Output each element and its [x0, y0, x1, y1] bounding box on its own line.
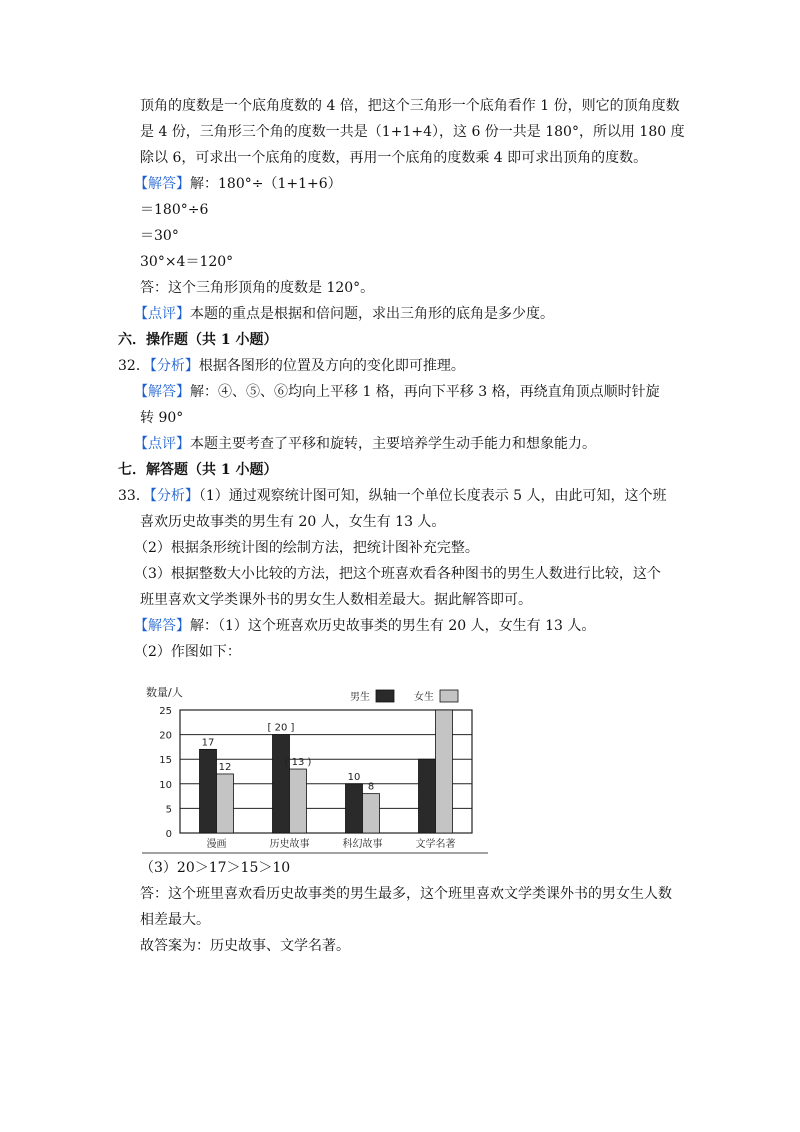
bar-data-label: [ 20 ]: [267, 722, 295, 734]
q31-answer-text: 解：180°÷（1+1+6）: [190, 176, 342, 192]
bar-data-label: 8: [367, 781, 375, 793]
q33-analysis-text: （1）通过观察统计图可知，纵轴一个单位长度表示 5 人，由此可知，这个班: [198, 488, 667, 504]
bar-boys: [200, 749, 217, 833]
q31-analysis-line1: 顶角的度数是一个底角度数的 4 倍，把这个三角形一个底角看作 1 份，则它的顶角度数: [140, 98, 680, 114]
q33-analysis-line4: （3）根据整数大小比较的方法，把这个班喜欢看各种图书的男生人数进行比较，这个: [134, 566, 661, 582]
q32-number: 32．: [118, 358, 150, 374]
x-tick-label: 漫画: [206, 839, 227, 850]
q32-answer-text: 解：④、⑤、⑥均向上平移 1 格，再向下平移 3 格，再绕直角顶点顺时针旋: [190, 384, 660, 400]
bar-data-label: 17: [201, 737, 215, 749]
y-axis-label: 数量/人: [146, 686, 183, 699]
bar-girls: [217, 774, 234, 833]
q31-analysis-line3: 除以 6，可求出一个底角的度数，再用一个底角的度数乘 4 即可求出顶角的度数。: [140, 150, 648, 166]
q33-answer-text: 解：（1）这个班喜欢历史故事类的男生有 20 人，女生有 13 人。: [190, 618, 596, 634]
legend-swatch: [376, 690, 394, 702]
q31-step3: 30°×4＝120°: [140, 254, 234, 270]
y-tick-label: 5: [165, 804, 172, 816]
q33-draw-note: （2）作图如下：: [134, 644, 241, 660]
bar-data-label: ( 13 ): [284, 757, 312, 769]
y-tick-label: 0: [165, 829, 172, 840]
bar-girls: [436, 710, 453, 833]
bar-boys: [419, 759, 436, 833]
x-tick-label: 科幻故事: [342, 839, 383, 850]
comment-tag: 【点评】: [134, 436, 190, 452]
bar-girls: [290, 769, 307, 833]
analysis-tag: 【分析】: [149, 358, 199, 374]
q31-analysis-line2: 是 4 份，三角形三个角的度数一共是（1+1+4），这 6 份一共是 180°，所以用 180 度: [140, 124, 685, 140]
q33-conclusion-line2: 相差最大。: [140, 912, 210, 928]
bar-girls: [363, 794, 380, 833]
bar-boys: [273, 735, 290, 833]
q31-answer: [134, 174, 342, 194]
q33-number: 33．: [118, 488, 150, 504]
legend-label: 女生: [414, 692, 434, 703]
q32-answer-line2: 转 90°: [140, 410, 184, 426]
q32-comment: [134, 434, 596, 454]
q31-step2: ＝30°: [140, 228, 179, 244]
q31-step1: ＝180°÷6: [140, 202, 209, 218]
y-tick-label: 25: [159, 706, 172, 717]
legend-label: 男生: [350, 692, 370, 703]
q32-analysis: [118, 356, 465, 376]
q32-comment-text: 本题主要考查了平移和旋转，主要培养学生动手能力和想象能力。: [190, 436, 596, 452]
legend-swatch: [440, 690, 458, 702]
bar-data-label: 10: [347, 771, 361, 783]
y-tick-label: 10: [159, 779, 172, 791]
q32-answer: [134, 382, 660, 402]
section-7-heading: 七．解答题（共 1 小题）: [118, 462, 278, 478]
q33-analysis: [118, 486, 667, 506]
y-tick-label: 20: [159, 730, 172, 742]
answer-tag: 【解答】: [134, 618, 190, 634]
x-tick-label: 文学名著: [415, 839, 456, 850]
bar-boys: [346, 784, 363, 833]
q32-analysis-text: 根据各图形的位置及方向的变化即可推理。: [198, 358, 465, 374]
q33-part3: （3）20＞17＞15＞10: [140, 860, 291, 876]
q31-conclusion: 答：这个三角形顶角的度数是 120°。: [140, 280, 375, 296]
q33-analysis-line5: 班里喜欢文学类课外书的男女生人数相差最大。据此解答即可。: [140, 592, 532, 608]
q33-analysis-line3: （2）根据条形统计图的绘制方法，把统计图补充完整。: [134, 540, 479, 556]
x-tick-label: 历史故事: [269, 839, 310, 850]
answer-tag: 【解答】: [134, 176, 190, 192]
section-6-heading: 六．操作题（共 1 小题）: [118, 332, 278, 348]
q33-conclusion-line1: 答：这个班里喜欢看历史故事类的男生最多，这个班里喜欢文学类课外书的男女生人数: [140, 886, 672, 902]
analysis-tag: 【分析】: [149, 488, 199, 504]
q33-answer: [134, 616, 595, 636]
answer-tag: 【解答】: [134, 384, 190, 400]
bar-data-label: 12: [218, 761, 232, 773]
bar-chart: [140, 678, 490, 858]
q31-comment-text: 本题的重点是根据和倍问题，求出三角形的底角是多少度。: [190, 306, 554, 322]
comment-tag: 【点评】: [134, 306, 190, 322]
q31-comment: [134, 304, 554, 324]
q33-final-answer: 故答案为：历史故事、文学名著。: [140, 938, 350, 954]
y-tick-label: 15: [159, 755, 172, 767]
q33-analysis-line2: 喜欢历史故事类的男生有 20 人，女生有 13 人。: [140, 514, 446, 530]
bar-chart-svg: [140, 678, 490, 858]
